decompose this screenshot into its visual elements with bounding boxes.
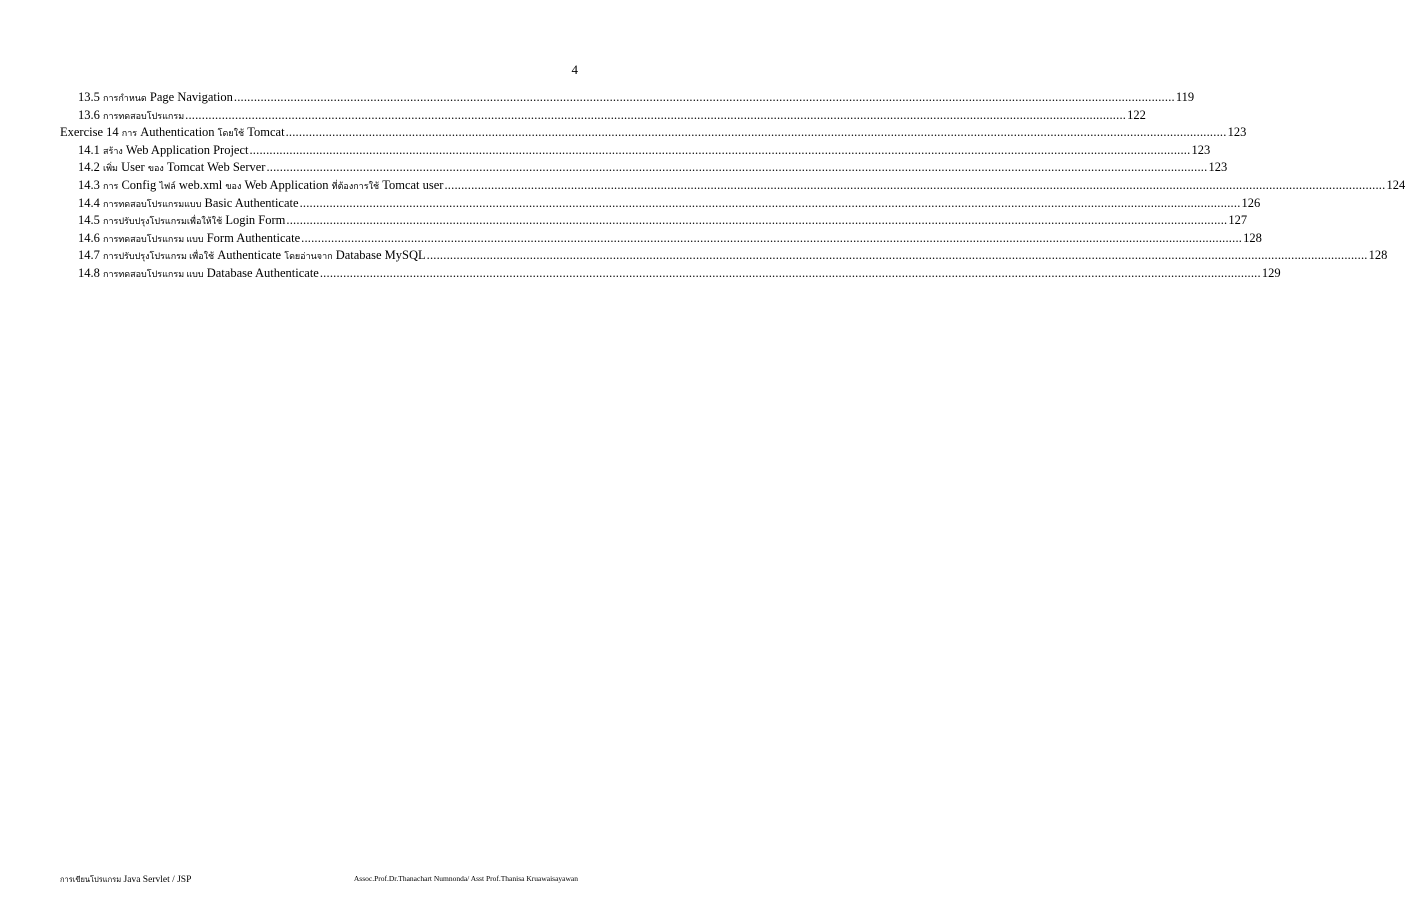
toc-entry-title xyxy=(78,248,426,263)
toc-title-segment: Exercise 14 xyxy=(60,125,122,140)
toc-title-segment: 14.4 xyxy=(78,195,103,210)
toc-entry-title xyxy=(78,160,265,175)
toc-page-number: 129 xyxy=(1261,265,1281,280)
toc-dot-leader xyxy=(266,160,1207,175)
toc-title-segment: 14.8 xyxy=(78,265,103,280)
toc-title-thai-segment: ที่ต้องการใช้ xyxy=(331,180,380,191)
toc-entry-title xyxy=(78,90,233,105)
toc-dot-leader xyxy=(286,125,1227,140)
toc-title-segment: Database Authenticate xyxy=(203,265,319,280)
toc-page-number: 128 xyxy=(1243,230,1262,245)
toc-page-number: 124 xyxy=(1386,177,1405,192)
footer-authors: Assoc.Prof.Dr.Thanachart Numnonda/ Asst Prof.Thanisa Kruawaisayawan xyxy=(353,874,578,883)
toc-title-segment: Web Application Project xyxy=(122,142,249,157)
table-of-contents xyxy=(60,90,1405,284)
toc-title-thai-segment: โดยใช้ xyxy=(217,128,245,139)
toc-chapter-entry[interactable] xyxy=(60,125,1247,143)
toc-entry-title xyxy=(78,196,299,211)
toc-title-segment: 14.2 xyxy=(78,160,103,175)
toc-dot-leader xyxy=(300,196,1241,211)
toc-dot-leader xyxy=(427,248,1368,263)
toc-section-entry[interactable] xyxy=(60,248,1388,266)
toc-title-segment: 14.6 xyxy=(78,230,103,245)
toc-entry-title xyxy=(78,178,443,193)
footer-course-title xyxy=(60,874,191,886)
toc-title-thai-segment: ไฟล์ xyxy=(159,180,176,191)
toc-page-number: 123 xyxy=(1208,160,1228,175)
footer-course-title-thai: การเขียนโปรแกรม xyxy=(60,875,122,884)
toc-entry-title xyxy=(78,143,248,158)
toc-entry-title xyxy=(60,125,285,140)
toc-page-number: 127 xyxy=(1228,213,1248,228)
toc-dot-leader xyxy=(320,266,1261,281)
toc-title-thai-segment: การกำหนด xyxy=(103,93,147,103)
toc-title-thai-segment: การ xyxy=(103,180,119,191)
page-footer xyxy=(60,874,578,886)
toc-section-entry[interactable] xyxy=(60,107,1146,126)
toc-entry-title xyxy=(78,266,319,281)
toc-title-segment: Tomcat xyxy=(244,125,285,140)
toc-title-segment: 13.5 xyxy=(78,90,103,104)
toc-title-thai-segment: เพิ่ม xyxy=(103,163,118,174)
toc-title-thai-segment: โดยอ่านจาก xyxy=(284,251,333,262)
toc-title-segment: web.xml xyxy=(175,177,226,192)
toc-title-segment: 13.6 xyxy=(78,107,103,122)
toc-page-number: 119 xyxy=(1175,90,1195,104)
toc-page-number: 123 xyxy=(1191,142,1211,157)
page-number: 4 xyxy=(571,62,578,77)
toc-entry-title xyxy=(78,231,300,246)
toc-title-segment: Database MySQL xyxy=(332,248,426,263)
toc-dot-leader xyxy=(185,108,1126,123)
toc-title-segment: 14.3 xyxy=(78,177,103,192)
toc-title-thai-segment: การทดสอบโปรแกรมแบบ xyxy=(103,198,202,209)
toc-section-entry[interactable] xyxy=(60,160,1228,178)
toc-page-number: 122 xyxy=(1127,107,1146,122)
toc-section-entry[interactable] xyxy=(60,177,1405,196)
toc-entry-title xyxy=(78,213,285,228)
toc-title-segment: Authenticate xyxy=(214,248,285,263)
toc-title-segment: Tomcat Web Server xyxy=(163,160,266,175)
toc-title-thai-segment: การทดสอบโปรแกรม แบบ xyxy=(103,268,204,279)
toc-title-segment: 14.1 xyxy=(78,142,103,157)
toc-title-segment: 14.7 xyxy=(78,248,103,263)
toc-title-thai-segment: การทดสอบโปรแกรม แบบ xyxy=(103,233,204,244)
toc-title-segment: Authentication xyxy=(137,125,218,140)
toc-section-entry[interactable] xyxy=(60,90,1195,108)
toc-section-entry[interactable] xyxy=(60,230,1262,249)
toc-dot-leader xyxy=(286,213,1227,228)
toc-title-segment: Config xyxy=(118,177,160,192)
toc-title-thai-segment: ของ xyxy=(147,163,164,174)
toc-entry-title xyxy=(78,108,184,123)
toc-dot-leader xyxy=(234,90,1175,105)
toc-page-number: 123 xyxy=(1227,125,1247,140)
toc-section-entry[interactable] xyxy=(60,142,1211,161)
toc-section-entry[interactable] xyxy=(60,265,1281,284)
toc-title-segment: Login Form xyxy=(222,213,286,228)
toc-title-thai-segment: สร้าง xyxy=(103,145,123,156)
toc-title-thai-segment: การทดสอบโปรแกรม xyxy=(103,110,185,121)
toc-title-thai-segment: ของ xyxy=(225,180,242,191)
toc-title-thai-segment: การปรับปรุงโปรแกรม เพื่อใช้ xyxy=(103,251,215,262)
toc-title-segment: Tomcat user xyxy=(379,177,444,192)
toc-title-segment: 14.5 xyxy=(78,213,103,228)
toc-title-segment: Basic Authenticate xyxy=(201,195,299,210)
toc-dot-leader xyxy=(444,178,1385,193)
toc-section-entry[interactable] xyxy=(60,195,1261,214)
toc-title-segment: Page Navigation xyxy=(146,90,233,104)
toc-page-number: 126 xyxy=(1241,195,1261,210)
toc-dot-leader xyxy=(301,231,1242,246)
toc-page-number: 128 xyxy=(1368,248,1388,263)
toc-title-thai-segment: การปรับปรุงโปรแกรมเพื่อให้ใช้ xyxy=(103,216,223,227)
footer-course-title-english: Java Servlet / JSP xyxy=(121,875,192,885)
toc-title-segment: Form Authenticate xyxy=(203,230,301,245)
toc-title-segment: Web Application xyxy=(241,177,332,192)
toc-title-thai-segment: การ xyxy=(121,128,138,139)
toc-title-segment: User xyxy=(117,160,148,175)
toc-dot-leader xyxy=(249,143,1190,158)
toc-section-entry[interactable] xyxy=(60,213,1248,231)
